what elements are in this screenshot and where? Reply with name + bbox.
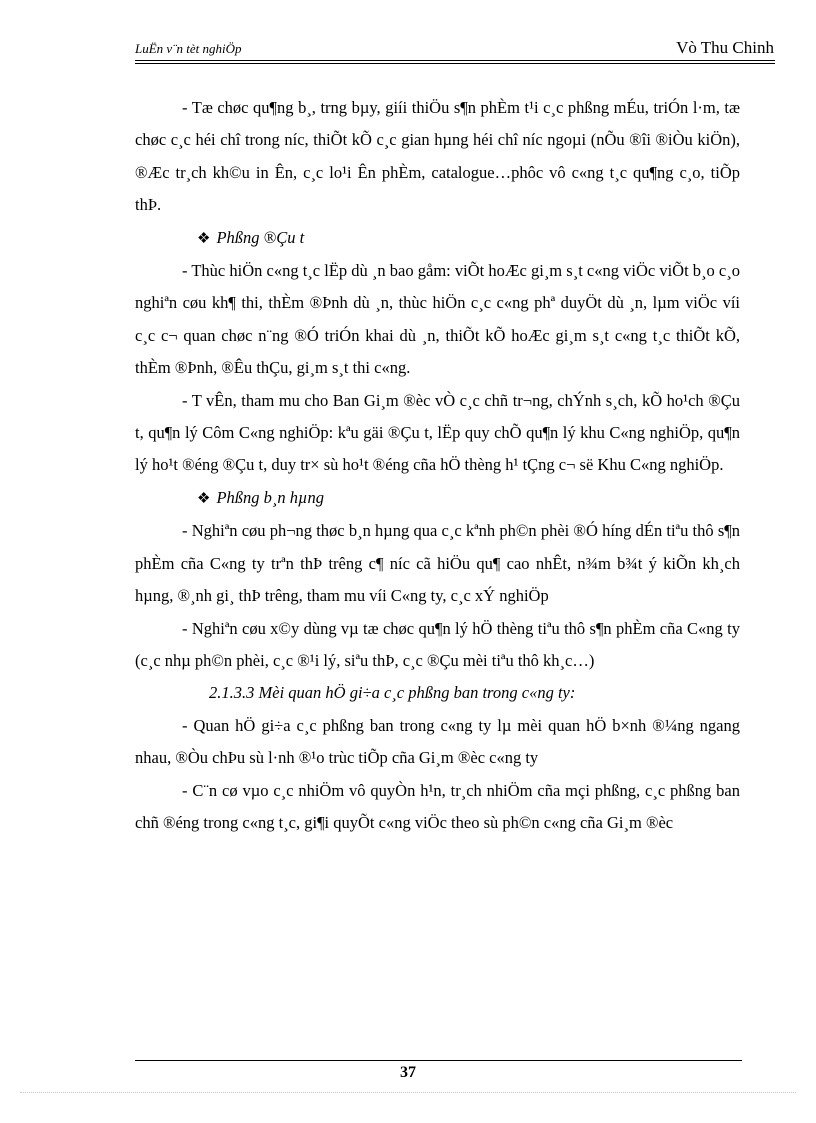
page-number: 37 <box>400 1064 416 1081</box>
paragraph-advertising: - Tæ chøc qu¶ng b¸, trng bµy, giíi thiÖu s¶n phÈm t¹i c¸c phßng mÉu, triÓn l·m, tæ chøc c¸c héi chî trong níc, thiÕt kÕ c¸c gian hµng héi chî níc ngoµi (nÕu ®îi ®iÒu kiÖn), ®Æc tr¸ch kh©u in Ên, c¸c lo¹i Ên phÈm, catalogue…phôc vô c«ng t¸c qu¶ng c¸o, tiÕp thÞ. <box>135 98 740 215</box>
heading-investment-department <box>135 222 740 255</box>
header-rule-top <box>135 60 775 61</box>
body-text <box>135 92 740 839</box>
diamond-bullet-icon: ❖ <box>197 230 211 247</box>
heading-text: Phßng b¸n hµng <box>216 487 325 507</box>
heading-sales-department <box>135 482 740 515</box>
paragraph-project-setup: - Thùc hiÖn c«ng t¸c lËp dù ¸n bao gåm: viÕt hoÆc gi¸m s¸t c«ng viÖc viÕt b¸o c¸o nghiªn cøu kh¶ thi, thÈm ®Þnh dù ¸n, thùc hiÖn c¸c c«ng phª duyÖt dù ¸n, lµm viÖc víi c¸c c¬ quan chøc n¨ng ®Ó triÓn khai dù ¸n, thiÕt kÕ hoÆc gi¸m s¸t c«ng t¸c thiÕt kÕ, thÈm ®Þnh, ®Êu thÇu, gi¸m s¸t thi c«ng. <box>135 261 740 378</box>
page-edge-divider <box>20 1092 796 1093</box>
paragraph-department-duties: - C¨n cø vµo c¸c nhiÖm vô quyÒn h¹n, tr¸ch nhiÖm cña mçi phßng, c¸c phßng ban chñ ®éng trong c«ng t¸c, gi¶i quyÕt c«ng viÖc theo sù ph©n c«ng cña Gi¸m ®èc <box>135 780 740 832</box>
diamond-bullet-icon: ❖ <box>197 490 211 507</box>
paragraph-distribution-system: - Nghiªn cøu x©y dùng vµ tæ chøc qu¶n lý hÖ thèng tiªu thô s¶n phÈm cña C«ng ty (c¸c nhµ ph©n phèi, c¸c ®¹i lý, siªu thÞ, c¸c ®Çu mèi tiªu thô kh¸c…) <box>135 618 740 670</box>
paragraph-department-relations: - Quan hÖ gi÷a c¸c phßng ban trong c«ng ty lµ mèi quan hÖ b×nh ®¼ng ngang nhau, ®Òu chÞu sù l·nh ®¹o trùc tiÕp cña Gi¸m ®èc c«ng ty <box>135 715 740 768</box>
header-rule-bottom <box>135 63 775 64</box>
header-thesis-title: LuËn v¨n tèt nghiÖp <box>135 41 242 56</box>
header-author-name: Vò Thu Chinh <box>676 38 774 57</box>
paragraph-sales-research: - Nghiªn cøu ph¬ng thøc b¸n hµng qua c¸c kªnh ph©n phèi ®Ó híng dÉn tiªu thô s¶n phÈm cña C«ng ty trªn thÞ trêng c¶ níc cã hiÖu qu¶ cao nhÊt, n¾m b¾t ý kiÕn kh¸ch hµng, ®¸nh gi¸ thÞ trêng, tham mu víi C«ng ty, c¸c xÝ nghiÖp <box>135 521 740 606</box>
paragraph-consulting: - T vÊn, tham mu cho Ban Gi¸m ®èc vÒ c¸c chñ tr¬ng, chÝnh s¸ch, kÕ ho¹ch ®Çu t, qu¶n lý Côm C«ng nghiÖp: kªu gäi ®Çu t, lËp quy chÕ qu¶n lý khu C«ng nghiÖp, qu¶n lý ho¹t ®éng ®Çu t, duy tr× sù ho¹t ®éng cña hÖ thèng h¹ tÇng c¬ së Khu C«ng nghiÖp. <box>135 390 740 475</box>
subsection-heading: 2.1.3.3 Mèi quan hÖ gi÷a c¸c phßng ban trong c«ng ty: <box>209 683 576 703</box>
footer-rule <box>135 1060 742 1061</box>
heading-text: Phßng ®Çu t <box>216 227 305 247</box>
